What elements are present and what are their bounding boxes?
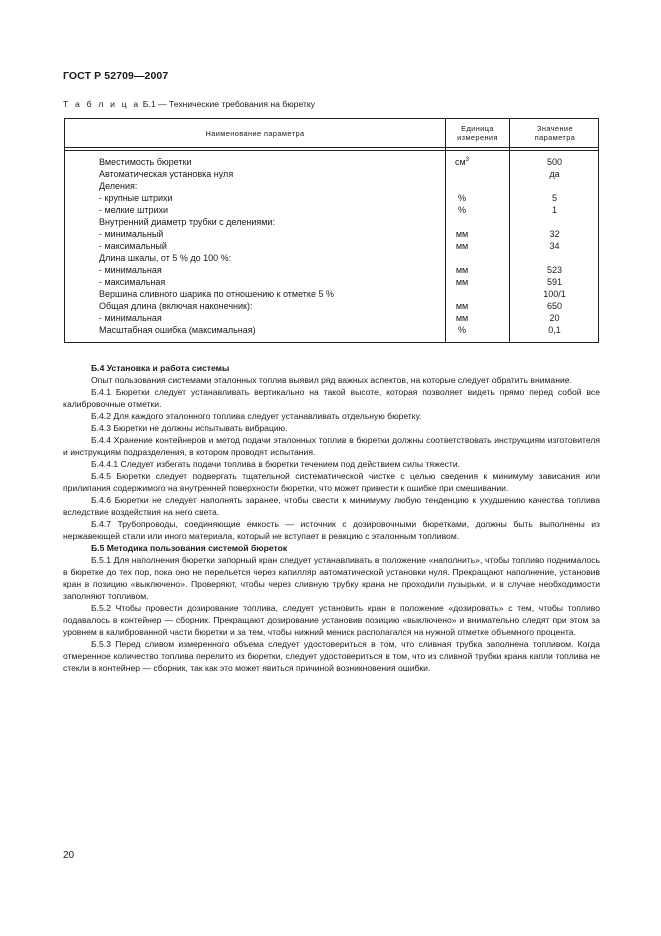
parameter-name: - минимальная xyxy=(99,265,162,275)
parameter-name: Автоматическая установка нуля xyxy=(99,169,234,179)
table-row xyxy=(65,156,598,168)
body-text xyxy=(63,362,600,674)
table-row xyxy=(65,300,598,312)
table-body xyxy=(65,156,598,336)
table-row xyxy=(65,216,598,228)
paragraph: Б.4.3 Бюретки не должны испытывать вибрацию. xyxy=(91,423,288,433)
table-row xyxy=(65,204,598,216)
parameter-name: Общая длина (включая наконечник): xyxy=(99,301,253,311)
table-row xyxy=(65,228,598,240)
table-row xyxy=(65,324,598,336)
parameter-unit: мм xyxy=(455,265,469,275)
paragraph: Б.4.4.1 Следует избегать подачи топлива в бюретки течением под действием силы тяжести. xyxy=(91,459,461,469)
table-caption-prefix: Т а б л и ц а xyxy=(63,99,141,109)
parameter-unit: % xyxy=(457,325,466,335)
paragraph: Б.4.7 Трубопроводы, соединяющие емкость — источник с дозировочными бюретками, должны быть выполнены из нержавеющей стали или иного материала, который не вступает в реакцию с эталонным топливом. xyxy=(63,519,600,541)
parameter-value: 0,1 xyxy=(548,325,561,335)
requirements-table xyxy=(64,118,599,343)
parameter-unit: мм xyxy=(455,277,469,287)
paragraph: Б.5.2 Чтобы провести дозирование топлива, следует установить кран в положение «дозировать» с тем, чтобы топливо подавалось в контейнер — сборник. Прекращают дозирование установив позицию «выключено» и внимательно следят при этом за уровнем в калиброванной части бюретки и за тем, чтобы нижний мениск располагался на нужной отметке объемного процента. xyxy=(63,603,600,637)
table-header-rule xyxy=(65,147,598,148)
paragraph: Б.4.2 Для каждого эталонного топлива следует устанавливать отдельную бюретку. xyxy=(91,411,422,421)
parameter-name: Длина шкалы, от 5 % до 100 %: xyxy=(99,253,232,263)
paragraph: Б.4.6 Бюретки не следует наполнять заранее, чтобы свести к минимуму любую тенденцию к ухудшению качества топлива вследствие воздействия на него света. xyxy=(63,495,600,517)
table-row xyxy=(65,192,598,204)
paragraph: Б.4.1 Бюретки следует устанавливать вертикально на такой высоте, которая позволяет видеть прямо перед собой все калибровочные отметки. xyxy=(63,387,600,409)
paragraph: Б.5.1 Для наполнения бюретки запорный кран следует устанавливать в положение «наполнить», чтобы топливо поднималось в бюретке до тех пор, пока оно не перельется через капилляр автоматической установки нуля. Прекращают наполнение, установив кран в позицию «выключено». Проверяют, чтобы через сливную трубку крана не проходили пузырьки, и в случае необходимости заполняют топливом. xyxy=(63,555,600,601)
parameter-value: 5 xyxy=(551,193,557,203)
parameter-name: Деления: xyxy=(99,181,138,191)
parameter-unit: мм xyxy=(455,313,469,323)
section-heading: Б.5 Методика пользования системой бюреток xyxy=(91,543,288,553)
table-row xyxy=(65,240,598,252)
parameter-value: 100/1 xyxy=(543,289,566,299)
parameter-value: 32 xyxy=(549,229,560,239)
section-heading: Б.4 Установка и работа системы xyxy=(91,363,230,373)
table-row xyxy=(65,312,598,324)
parameter-name: Внутренний диаметр трубки с делениями: xyxy=(99,217,275,227)
parameter-name: - максимальная xyxy=(99,277,166,287)
page-number: 20 xyxy=(63,850,75,861)
parameter-name: Вершина сливного шарика по отношению к отметке 5 % xyxy=(99,289,334,299)
paragraph: Опыт пользования системами эталонных топлив выявил ряд важных аспектов, на которые следует обратить внимание. xyxy=(91,375,572,385)
table-caption-text: Б.1 — Технические требования на бюретку xyxy=(140,99,316,109)
unit-superscript: 3 xyxy=(465,157,470,163)
column-header-parameter: Наименование параметра xyxy=(205,128,305,138)
parameter-unit: % xyxy=(457,205,466,215)
parameter-unit: $см^3$ xyxy=(454,157,470,167)
parameter-unit: мм xyxy=(455,301,469,311)
parameter-value: 591 xyxy=(546,277,563,287)
parameter-name: - минимальная xyxy=(99,313,162,323)
table-row xyxy=(65,168,598,180)
parameter-name: - максимальный xyxy=(99,241,167,251)
parameter-value: 650 xyxy=(546,301,563,311)
document-number: ГОСТ Р 52709—2007 xyxy=(63,70,169,82)
parameter-name: - крупные штрихи xyxy=(99,193,173,203)
table-row xyxy=(65,252,598,264)
parameter-unit: мм xyxy=(455,229,469,239)
paragraph: Б.5.3 Перед сливом измеренного объема следует удостовериться в том, что сливная трубка заполнена топливом. Когда отмеренное количество топлива перелито из бюретки, следует удостовериться в том, что из сливной трубки крана капли топлива не стекли в контейнер — сборник, так как это может явиться причиной возникновения ошибки. xyxy=(63,639,600,673)
table-row xyxy=(65,276,598,288)
parameter-value: да xyxy=(549,169,560,179)
parameter-name: Вместимость бюретки xyxy=(99,157,192,167)
parameter-value: 34 xyxy=(549,241,560,251)
column-header-value: Значение параметра xyxy=(534,124,576,142)
table-caption xyxy=(63,99,315,109)
table-header-rule xyxy=(65,150,598,151)
parameter-unit: % xyxy=(457,193,466,203)
parameter-value: 1 xyxy=(551,205,557,215)
table-row xyxy=(65,288,598,300)
parameter-name: - мелкие штрихи xyxy=(99,205,169,215)
parameter-value: 20 xyxy=(549,313,560,323)
parameter-name: - минимальный xyxy=(99,229,164,239)
parameter-value: 523 xyxy=(546,265,563,275)
parameter-value: 500 xyxy=(546,157,563,167)
paragraph: Б.4.4 Хранение контейнеров и метод подачи эталонных топлив в бюретки должны соответствовать инструкциям изготовителя и инструкциям подразделения, в котором проводят испытания. xyxy=(63,435,600,457)
column-header-unit: Единица измерения xyxy=(457,124,498,142)
table-row xyxy=(65,180,598,192)
parameter-unit: мм xyxy=(455,241,469,251)
table-row xyxy=(65,264,598,276)
parameter-name: Масштабная ошибка (максимальная) xyxy=(99,325,256,335)
paragraph: Б.4.5 Бюретки следует подвергать тщательной систематической чистке с целью сведения к минимуму зависания или прилипания содержимого на внутренней поверхности бюретки, что может привести к ошибке при смешивании. xyxy=(63,471,600,493)
